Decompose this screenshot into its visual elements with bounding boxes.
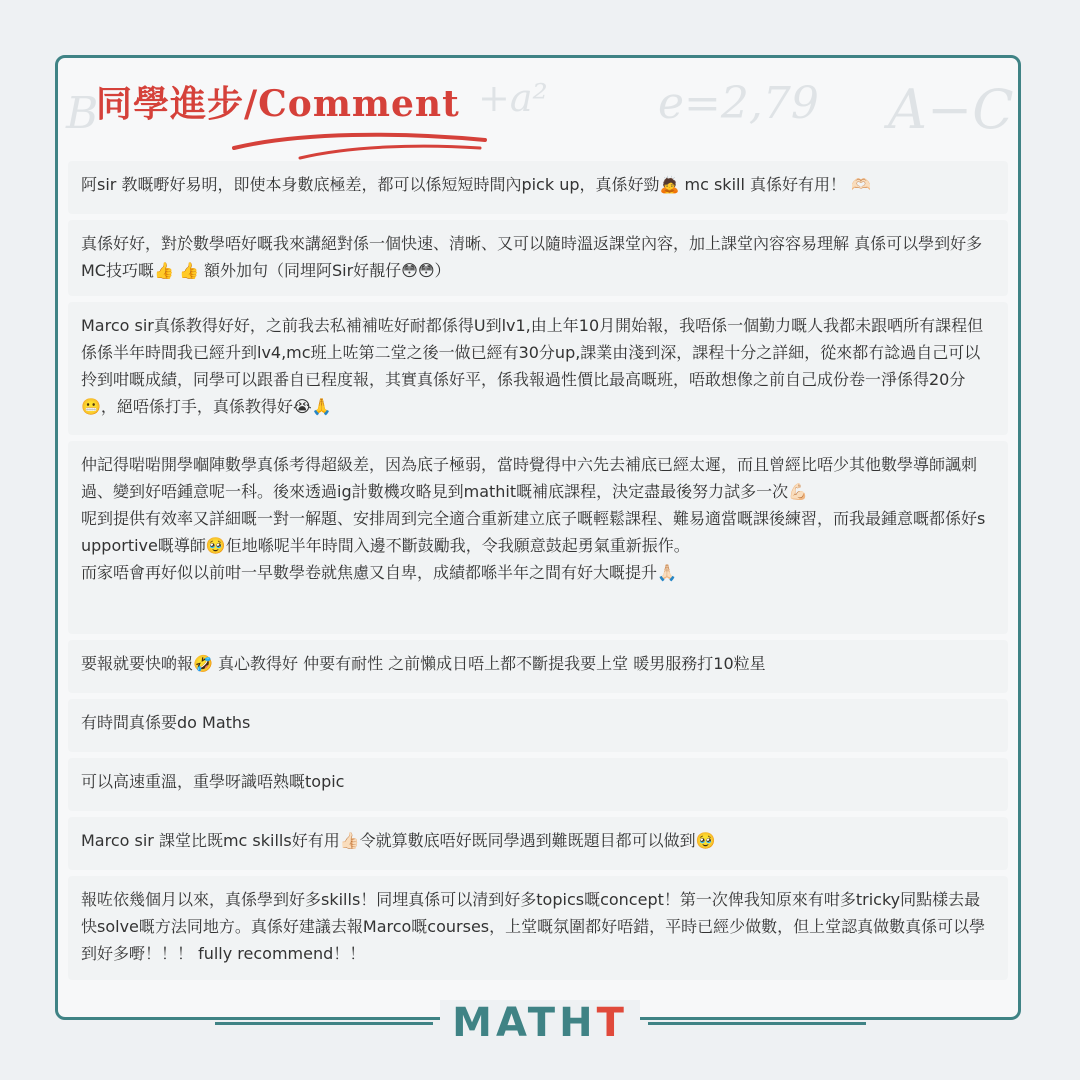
comment-card: 仲記得啱啱開學嗰陣數學真係考得超級差，因為底子極弱，當時覺得中六先去補底已經太遲，而且曾經比唔少其他數學導師諷刺過、變到好唔鍾意呢一科。後來透過ig計數機攻略見到mathit嘅補底課程，決定盡最後努力試多一次💪🏻 呢到提供有效率又詳細嘅一對一解題、安排周到完全適合重新建立底子嘅輕鬆課程、難易適當嘅課後練習，而我最鍾意嘅都係好supportive嘅導師🥹佢地喺呢半年時間入邊不斷鼓勵我，令我願意鼓起勇氣重新振作。 而家唔會再好似以前咁一早數學卷就焦慮又自卑，成績都喺半年之間有好大嘅提升🙏🏻 — [68, 441, 1008, 634]
logo-text-main: MATH — [452, 1000, 597, 1046]
logo-line-right — [648, 1022, 866, 1025]
comment-card: 阿sir 教嘅嘢好易明，即使本身數底極差，都可以係短短時間內pick up，真係好勁🙇 mc skill 真係好有用！ 🫶🏻 — [68, 161, 1008, 214]
bg-doodle: e=2,79 — [658, 78, 819, 129]
comment-card: 報咗依幾個月以來，真係學到好多skills！同埋真係可以清到好多topics嘅concept！第一次俾我知原來有咁多tricky同點樣去最快solve嘅方法同地方。真係好建議去報Marco嘅courses，上堂嘅氛圍都好唔錯，平時已經少做數，但上堂認真做數真係可以學到好多嘢！！！ fully recommend！！ — [68, 876, 1008, 980]
comment-card: Marco sir 課堂比既mc skills好有用👍🏻令就算數底唔好既同學遇到難既題目都可以做到🥹 — [68, 817, 1008, 870]
comment-card: 真係好好，對於數學唔好嘅我來講絕對係一個快速、清晰、又可以隨時溫返課堂內容，加上課堂內容容易理解 真係可以學到好多MC技巧嘅👍 👍 額外加句（同埋阿Sir好靚仔😳😳） — [68, 220, 1008, 296]
footer-logo-area — [0, 1000, 1080, 1050]
comment-card: 可以高速重溫，重學呀識唔熟嘅topic — [68, 758, 1008, 811]
comment-frame — [55, 55, 1021, 1020]
comment-card: 要報就要快啲報🤣 真心教得好 仲要有耐性 之前懶成日唔上都不斷提我要上堂 暖男服務打10粒星 — [68, 640, 1008, 693]
logo-line-left — [215, 1022, 433, 1025]
page-title: 同學進步/Comment — [96, 83, 460, 125]
bg-doodle: B — [66, 88, 99, 139]
bg-doodle: +a² — [478, 76, 548, 120]
comment-card: Marco sir真係教得好好，之前我去私補補咗好耐都係得U到lv1,由上年10月開始報，我唔係一個勤力嘅人我都未跟哂所有課程但係係半年時間我已經升到lv4,mc班上咗第二堂之後一做已經有30分up,課業由淺到深，課程十分之詳細，從來都冇諗過自己可以拎到咁嘅成績，同學可以跟番自已程度報，其實真係好平，係我報過性價比最高嘅班，唔敢想像之前自己成份卷一淨係得20分😬，絕唔係打手，真係教得好😭🙏 — [68, 302, 1008, 435]
comment-list — [68, 161, 1008, 986]
mathit-logo — [440, 1000, 640, 1046]
title-underline-decoration — [230, 128, 490, 162]
comment-card: 有時間真係要do Maths — [68, 699, 1008, 752]
bg-doodle: A−C — [888, 78, 1014, 141]
logo-text-accent: T — [596, 1000, 628, 1046]
